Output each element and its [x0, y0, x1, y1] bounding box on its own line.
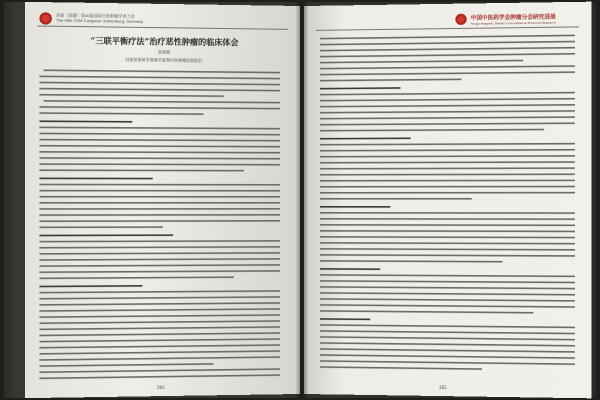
right-page-number: 281 — [439, 384, 447, 391]
right-header-title: 中国中医药学会肿瘤分会研究进展 — [470, 14, 556, 22]
left-body-text — [25, 2, 300, 6]
article-affiliation: 河南省郑州市郑州市第郑中医肿瘤医院院长 — [125, 57, 203, 63]
left-header-rule — [37, 26, 288, 30]
book-gutter — [296, 2, 308, 398]
right-page — [304, 2, 592, 399]
right-body-text — [304, 2, 592, 6]
left-header — [56, 13, 143, 24]
left-header-cn: 首届（国潘）第40届国际中医肿瘤学术大会 — [56, 12, 135, 19]
right-header-subtitle: Tongji Hospital, Family Committee & Province Research — [470, 20, 556, 26]
left-page — [25, 2, 300, 398]
society-logo-icon — [455, 14, 466, 25]
left-header-en: The 40th TCM Congress Gothenburg, Germany — [56, 17, 144, 24]
article-author: 袁昶福 — [157, 49, 171, 55]
conference-logo-icon — [39, 12, 51, 24]
book-spread — [4, 2, 596, 398]
left-page-number: 280 — [156, 384, 165, 391]
article-title: “三联平衡疗法”治疗恶性肿瘤的临床体会 — [90, 35, 239, 48]
